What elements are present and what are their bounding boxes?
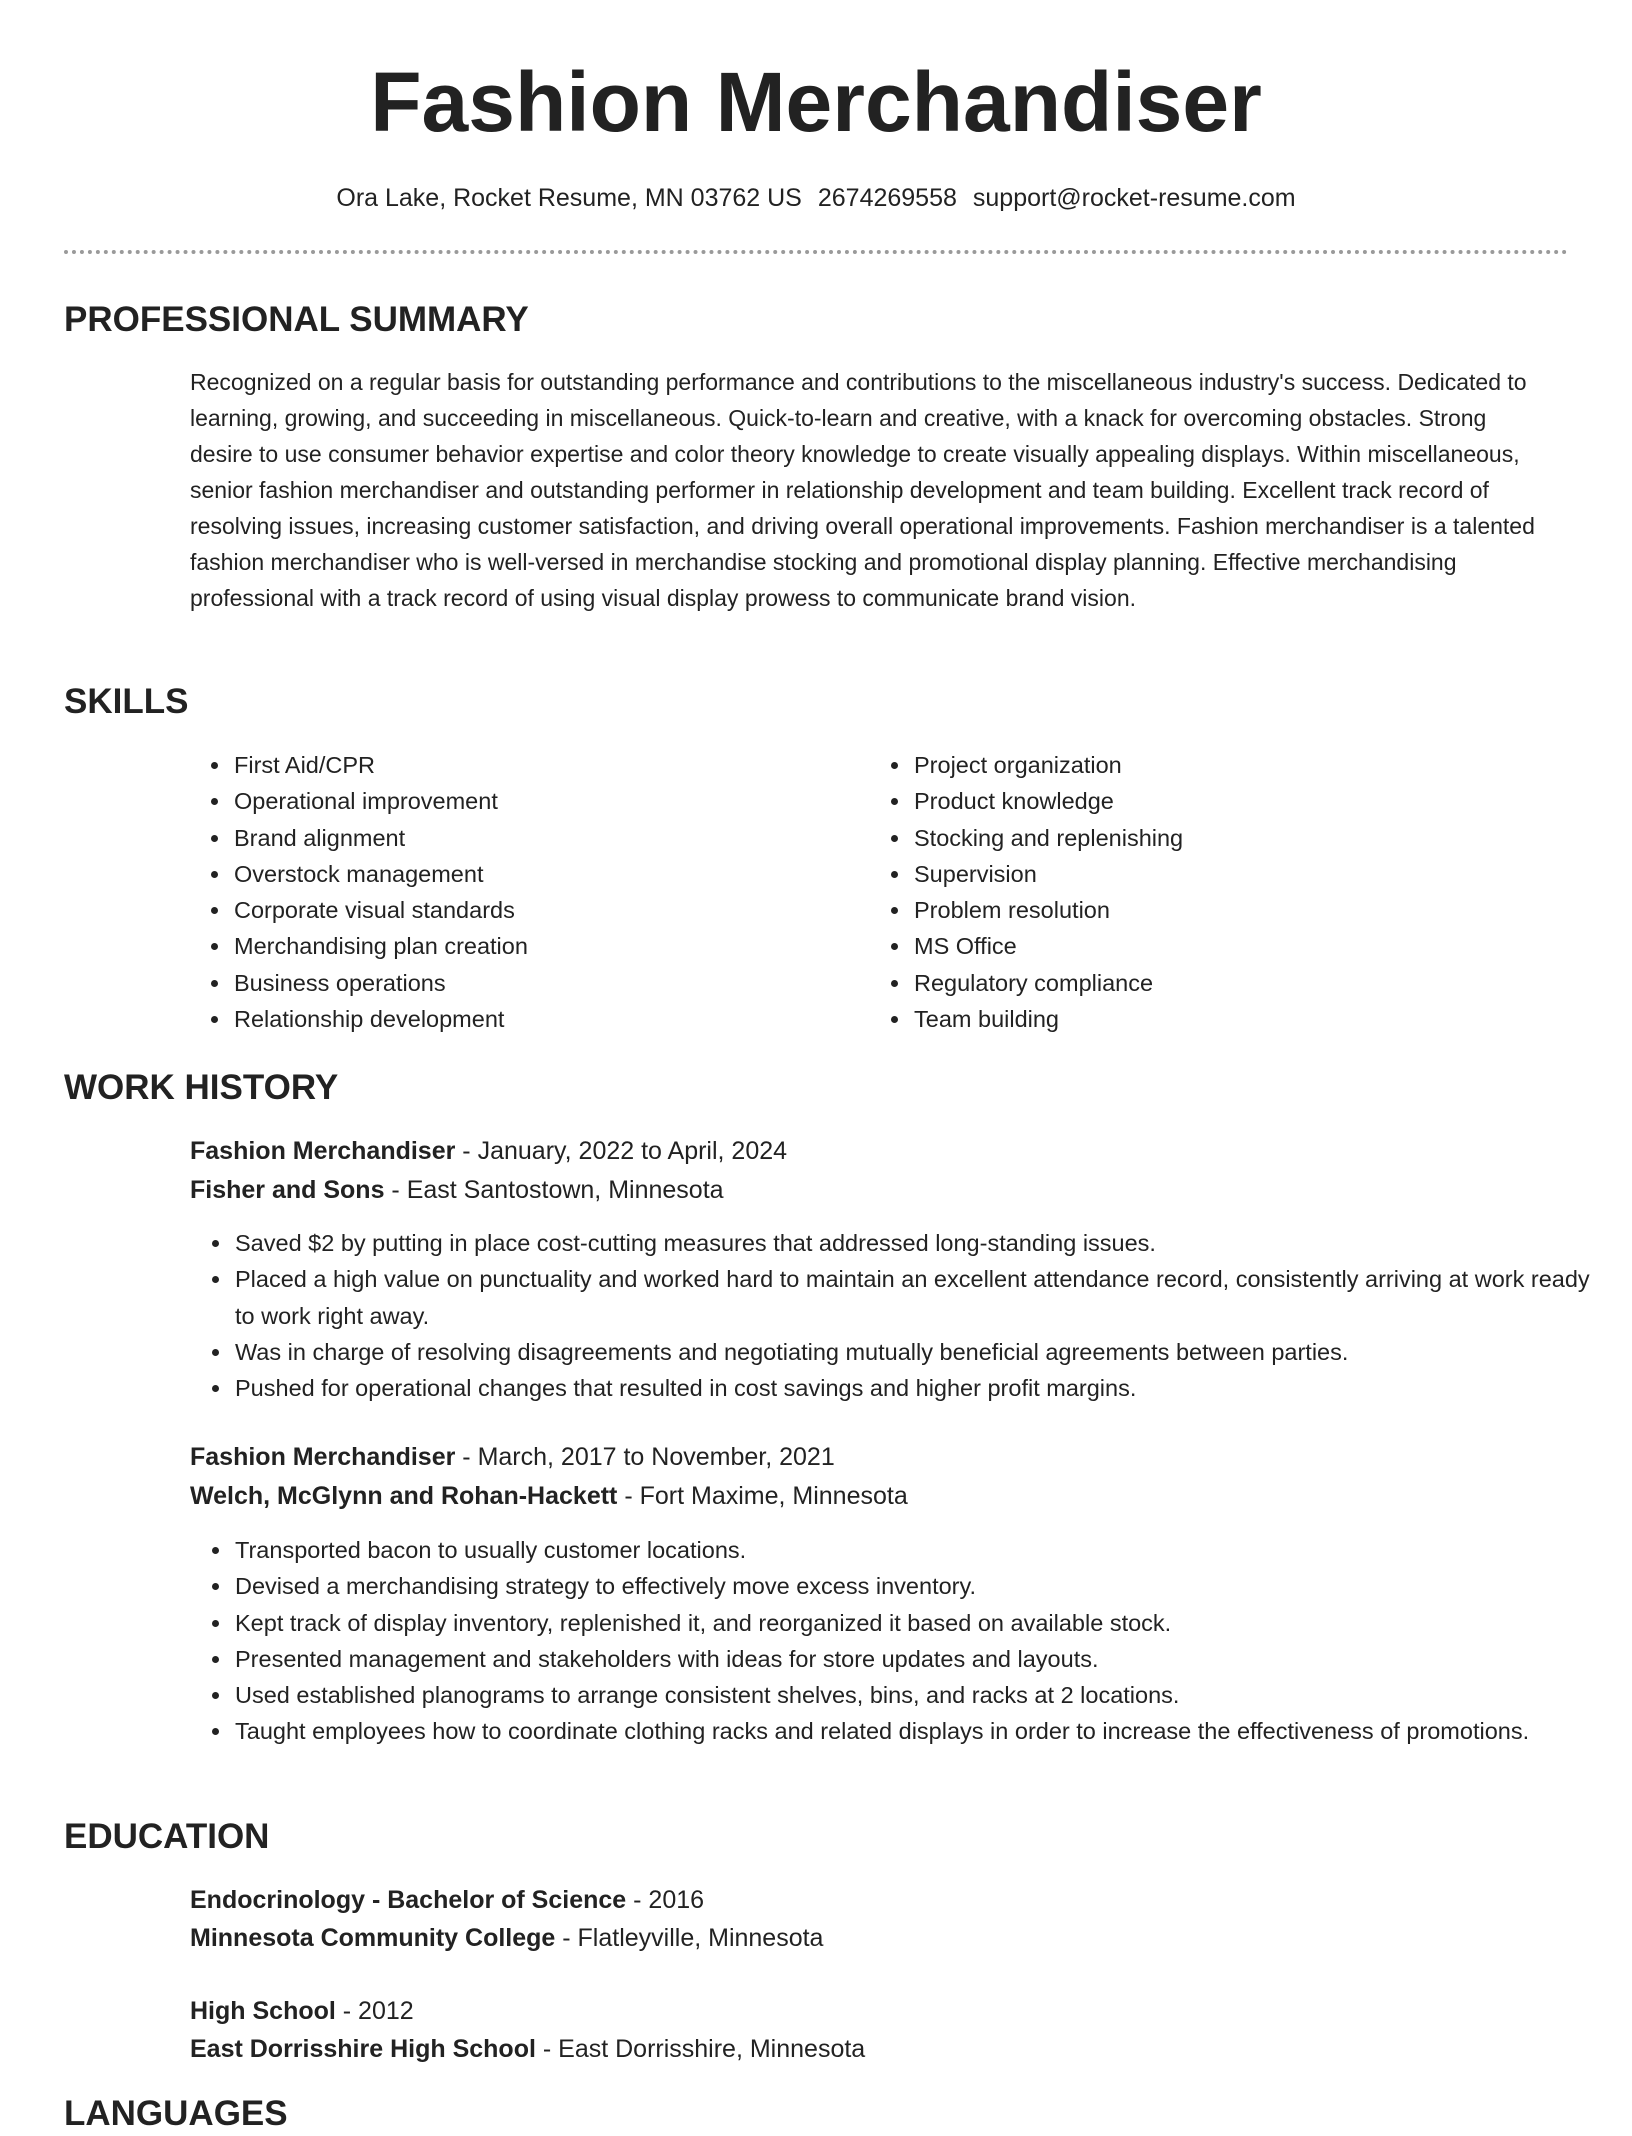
edu-2-degree: High School: [190, 1997, 336, 2025]
job-2-title-line: [190, 1439, 835, 1475]
job-2-title: Fashion Merchandiser: [190, 1443, 456, 1471]
job-bullet: • Saved $2 by putting in place cost-cutting measures that addressed long-standing issues.: [233, 1225, 1593, 1261]
edu-2-school: East Dorrisshire High School: [190, 2035, 536, 2063]
job-bullet: • Used established planograms to arrange consistent shelves, bins, and racks at 2 locations.: [233, 1677, 1593, 1713]
skill-item: • Operational improvement: [232, 783, 852, 819]
edu-1-school: Minnesota Community College: [190, 1924, 556, 1952]
job-2-bullets: [190, 1532, 1593, 1750]
job-1-bullets: [190, 1225, 1593, 1406]
resume-title: Fashion Merchandiser: [370, 55, 1262, 149]
job-2-dates: - March, 2017 to November, 2021: [455, 1443, 835, 1471]
job-bullet: • Was in charge of resolving disagreements and negotiating mutually beneficial agreements between parties.: [233, 1334, 1593, 1370]
skills-list-left: [190, 747, 852, 1037]
job-1-location: - East Santostown, Minnesota: [384, 1176, 724, 1204]
skill-item: • Relationship development: [232, 1001, 852, 1037]
skill-item: • Business operations: [232, 965, 852, 1001]
skill-item: • Brand alignment: [232, 820, 852, 856]
languages-heading: LANGUAGES: [64, 2094, 288, 2133]
skill-item: • Merchandising plan creation: [232, 928, 852, 964]
summary-heading: PROFESSIONAL SUMMARY: [64, 300, 529, 339]
work-history-heading: WORK HISTORY: [64, 1068, 339, 1107]
edu-1-location: - Flatleyville, Minnesota: [555, 1924, 824, 1952]
job-bullet: • Kept track of display inventory, replenished it, and reorganized it based on available stock.: [233, 1605, 1593, 1641]
summary-text: Recognized on a regular basis for outstanding performance and contributions to the miscellaneous industry's success. Dedicated to learning, growing, and succeeding in miscellaneous. Quick-to-learn and creative, with a knack for overcoming obstacles. Strong desire to use consumer behavior expertise and color theory knowledge to create visually appealing displays. Within miscellaneous, senior fashion merchandiser and outstanding performer in relationship development and team building. Excellent track record of resolving issues, increasing customer satisfaction, and driving overall operational improvements. Fashion merchandiser is a talented fashion merchandiser who is well-versed in merchandise stocking and promotional display planning. Effective merchandising professional with a track record of using visual display prowess to communicate brand vision.: [190, 369, 1535, 611]
contact-address: Ora Lake, Rocket Resume, MN 03762 US: [336, 184, 802, 212]
contact-line: [0, 180, 1632, 216]
job-1-title-line: [190, 1133, 787, 1169]
skill-item: • Overstock management: [232, 856, 852, 892]
skill-item: • First Aid/CPR: [232, 747, 852, 783]
education-heading: EDUCATION: [64, 1817, 270, 1856]
job-2-location: - Fort Maxime, Minnesota: [617, 1482, 908, 1510]
skill-item: • Regulatory compliance: [912, 965, 1532, 1001]
skill-item: • Corporate visual standards: [232, 892, 852, 928]
job-bullet: • Transported bacon to usually customer locations.: [233, 1532, 1593, 1568]
edu-1-school-line: [190, 1920, 823, 1956]
job-bullet: • Taught employees how to coordinate clothing racks and related displays in order to increase the effectiveness of promotions.: [233, 1713, 1593, 1749]
job-1-dates: - January, 2022 to April, 2024: [455, 1137, 788, 1165]
edu-2-location: - East Dorrisshire, Minnesota: [535, 2035, 866, 2063]
job-2-company: Welch, McGlynn and Rohan-Hackett: [190, 1482, 618, 1510]
skill-item: • Product knowledge: [912, 783, 1532, 819]
job-1-company: Fisher and Sons: [190, 1176, 385, 1204]
header-divider: [64, 250, 1568, 254]
skill-item: • Project organization: [912, 747, 1532, 783]
skill-item: • Stocking and replenishing: [912, 820, 1532, 856]
skills-heading: SKILLS: [64, 682, 189, 721]
edu-1-year: - 2016: [626, 1886, 705, 1914]
job-bullet: • Devised a merchandising strategy to effectively move excess inventory.: [233, 1568, 1593, 1604]
skill-item: • Supervision: [912, 856, 1532, 892]
skill-item: • MS Office: [912, 928, 1532, 964]
job-bullet: • Placed a high value on punctuality and worked hard to maintain an excellent attendance record, consistently arriving at work ready to work right away.: [233, 1261, 1593, 1334]
contact-email[interactable]: support@rocket-resume.com: [972, 184, 1296, 212]
skills-list-right: [870, 747, 1532, 1037]
job-bullet: • Presented management and stakeholders with ideas for store updates and layouts.: [233, 1641, 1593, 1677]
edu-2-school-line: [190, 2031, 865, 2067]
job-1-title: Fashion Merchandiser: [190, 1137, 456, 1165]
contact-phone: 2674269558: [817, 184, 957, 212]
job-2-company-line: [190, 1478, 908, 1514]
edu-2-year: - 2012: [335, 1997, 414, 2025]
edu-1-degree: Endocrinology - Bachelor of Science: [190, 1886, 627, 1914]
edu-2-degree-line: [190, 1993, 414, 2029]
skill-item: • Team building: [912, 1001, 1532, 1037]
job-bullet: • Pushed for operational changes that resulted in cost savings and higher profit margins.: [233, 1370, 1593, 1406]
skill-item: • Problem resolution: [912, 892, 1532, 928]
job-1-company-line: [190, 1172, 724, 1208]
edu-1-degree-line: [190, 1882, 704, 1918]
